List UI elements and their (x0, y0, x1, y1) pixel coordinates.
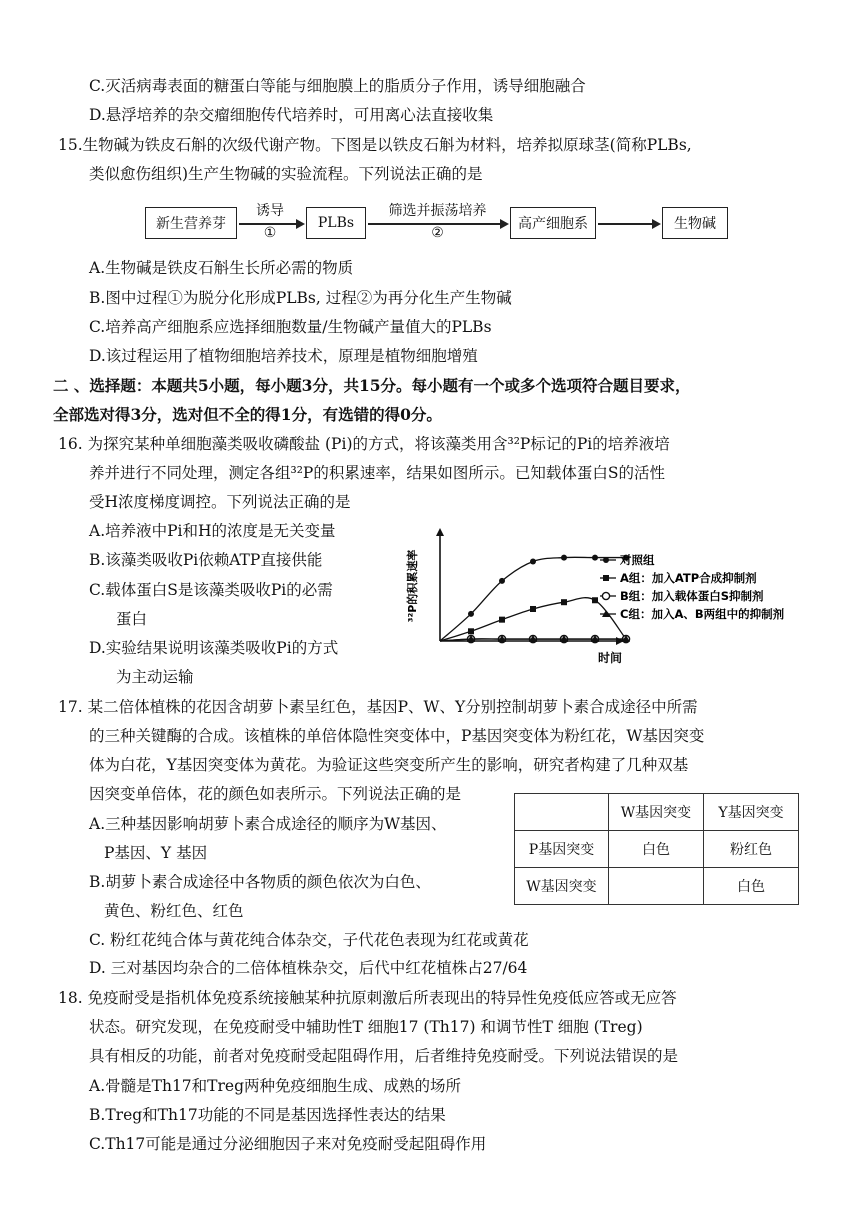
chart-point-series1-5 (592, 597, 598, 603)
section2-instructions-line2: 全部选对得3分，选对但不全的得1分，有选错的得0分。 (53, 405, 442, 424)
flow-step1-label: 诱导 (256, 203, 284, 219)
flow-box-alkaloid: 生物碱 (662, 207, 728, 239)
q18-stem-line2: 状态。研究发现，在免疫耐受中辅助性T 细胞17 (Th17) 和调节性T 细胞 (Treg) (89, 1018, 643, 1036)
chart-point-series1-4 (561, 599, 567, 605)
q15-stem-line2: 类似愈伤组织)生产生物碱的实验流程。下列说法正确的是 (89, 165, 483, 183)
legend-label-1: A组：加入ATP合成抑制剂 (620, 571, 757, 585)
q15-stem-line1: 15.生物碱为铁皮石斛的次级代谢产物。下图是以铁皮石斛为材料，培养拟原球茎(简称PLBs, (58, 136, 692, 154)
q18-stem-line1: 18. 免疫耐受是指机体免疫系统接触某种抗原刺激后所表现出的特异性免疫低应答或无应答 (58, 989, 677, 1007)
chart-series-line-1 (440, 598, 626, 641)
chart-point-series1-3 (530, 606, 536, 612)
q16-option-b: B.该藻类吸收Pi依赖ATP直接供能 (89, 551, 323, 569)
section2-instructions-line1: 二 、选择题：本题共5小题，每小题3分，共15分。每小题有一个或多个选项符合题目要求， (53, 376, 691, 395)
q18-option-b: B.Treg和Th17功能的不同是基因选择性表达的结果 (89, 1106, 446, 1124)
q16-option-c-line1: C.载体蛋白S是该藻类吸收Pi的必需 (89, 581, 333, 599)
chart-point-series0-4 (561, 555, 567, 561)
flow-box-plbs: PLBs (306, 207, 366, 239)
flow-arrow1 (239, 223, 297, 225)
q16-line-chart (404, 528, 824, 673)
table-row-header-p: P基因突变 (515, 831, 609, 868)
table-row-header-w: W基因突变 (515, 868, 609, 905)
chart-point-series0-2 (499, 578, 505, 584)
legend-marker-1 (603, 575, 609, 581)
q18-option-a: A.骨髓是Th17和Treg两种免疫细胞生成、成熟的场所 (89, 1077, 462, 1095)
q16-option-d-line2: 为主动运输 (116, 668, 194, 686)
q17-option-c: C. 粉红花纯合体与黄花纯合体杂交，子代花色表现为红花或黄花 (89, 931, 529, 949)
chart-point-series0-3 (530, 558, 536, 564)
q17-option-a-line2: P基因、Y 基因 (104, 844, 208, 862)
q18-option-c: C.Th17可能是通过分泌细胞因子来对免疫耐受起阻碍作用 (89, 1135, 487, 1153)
flow-arrowhead1 (296, 219, 305, 229)
legend-label-3: C组：加入A、B两组中的抑制剂 (620, 607, 785, 621)
legend-marker-0 (603, 557, 609, 563)
q15-option-c: C.培养高产细胞系应选择细胞数量/生物碱产量值大的PLBs (89, 318, 492, 336)
table-cell-wy: 白色 (704, 868, 799, 905)
q17-stem-line3: 体为白花，Y基因突变体为黄花。为验证这些突变所产生的影响，研究者构建了几种双基 (89, 756, 689, 774)
flow-step2-label: 筛选并振荡培养 (388, 203, 487, 219)
q16-option-d-line1: D.实验结果说明该藻类吸收Pi的方式 (89, 639, 339, 657)
table-header-y: Y基因突变 (704, 794, 799, 831)
flow-box-cellline: 高产细胞系 (510, 207, 596, 239)
q16-stem-line3: 受H浓度梯度调控。下列说法正确的是 (89, 493, 351, 511)
flow-arrowhead2 (500, 219, 509, 229)
table-cell-py: 粉红色 (704, 831, 799, 868)
q17-option-b-line1: B.胡萝卜素合成途径中各物质的颜色依次为白色、 (89, 873, 431, 891)
table-row (515, 794, 799, 831)
legend-label-0: 对照组 (620, 553, 655, 567)
flow-arrow2 (368, 223, 501, 225)
q18-stem-line3: 具有相反的功能，前者对免疫耐受起阻碍作用，后者维持免疫耐受。下列说法错误的是 (89, 1047, 679, 1065)
q16-stem-line2: 养并进行不同处理，测定各组³²P的积累速率，结果如图所示。已知载体蛋白S的活性 (89, 464, 665, 482)
q17-option-d: D. 三对基因均杂合的二倍体植株杂交，后代中红花植株占27/64 (89, 959, 528, 977)
flow-step1-number: ① (263, 225, 277, 241)
q14-option-c: C.灭活病毒表面的糖蛋白等能与细胞膜上的脂质分子作用，诱导细胞融合 (89, 77, 586, 95)
q15-option-b: B.图中过程①为脱分化形成PLBs, 过程②为再分化生产生物碱 (89, 289, 512, 307)
q17-color-table (514, 793, 799, 905)
legend-marker-2 (602, 592, 609, 599)
q15-option-a: A.生物碱是铁皮石斛生长所必需的物质 (89, 259, 354, 277)
chart-x-label: 时间 (598, 651, 623, 665)
flow-step2-number: ② (431, 225, 444, 241)
q16-stem-line1: 16. 为探究某种单细胞藻类吸收磷酸盐 (Pi)的方式，将该藻类用含³²P标记的Pi的培养液培 (58, 435, 670, 453)
chart-y-label: ³²P的积累速率 (406, 549, 419, 623)
q17-option-b-line2: 黄色、粉红色、红色 (104, 902, 244, 920)
chart-point-series0-1 (468, 611, 474, 617)
q17-option-a-line1: A.三种基因影响胡萝卜素合成途径的顺序为W基因、 (89, 815, 447, 833)
table-cell-ww (609, 868, 704, 905)
table-row (515, 831, 799, 868)
chart-legend (600, 553, 785, 621)
flow-box-bud: 新生营养芽 (145, 207, 237, 239)
table-header-w: W基因突变 (609, 794, 704, 831)
chart-point-series1-2 (499, 617, 505, 623)
q16-option-a: A.培养液中Pi和H的浓度是无关变量 (89, 522, 336, 540)
q16-option-c-line2: 蛋白 (116, 610, 148, 628)
table-cell-pw: 白色 (609, 831, 704, 868)
chart-point-series0-5 (592, 555, 598, 561)
q17-stem-line2: 的三种关键酶的合成。该植株的单倍体隐性突变体中，P基因突变体为粉红花，W基因突变 (89, 727, 705, 745)
table-corner-cell (515, 794, 609, 831)
table-row (515, 868, 799, 905)
chart-point-series1-1 (468, 628, 474, 634)
flow-arrow3 (598, 223, 653, 225)
q15-option-d: D.该过程运用了植物细胞培养技术，原理是植物细胞增殖 (89, 347, 478, 365)
chart-series-layer (440, 555, 630, 643)
chart-y-arrow (436, 528, 444, 536)
q14-option-d: D.悬浮培养的杂交瘤细胞传代培养时，可用离心法直接收集 (89, 106, 494, 124)
chart-series-line-0 (440, 557, 626, 641)
q17-stem-line1: 17. 某二倍体植株的花因含胡萝卜素呈红色，基因P、W、Y分别控制胡萝卜素合成途径中所需 (58, 698, 698, 716)
flow-arrowhead3 (652, 219, 661, 229)
legend-label-2: B组：加入载体蛋白S抑制剂 (620, 589, 764, 603)
q17-stem-line4: 因突变单倍体，花的颜色如表所示。下列说法正确的是 (89, 785, 462, 803)
